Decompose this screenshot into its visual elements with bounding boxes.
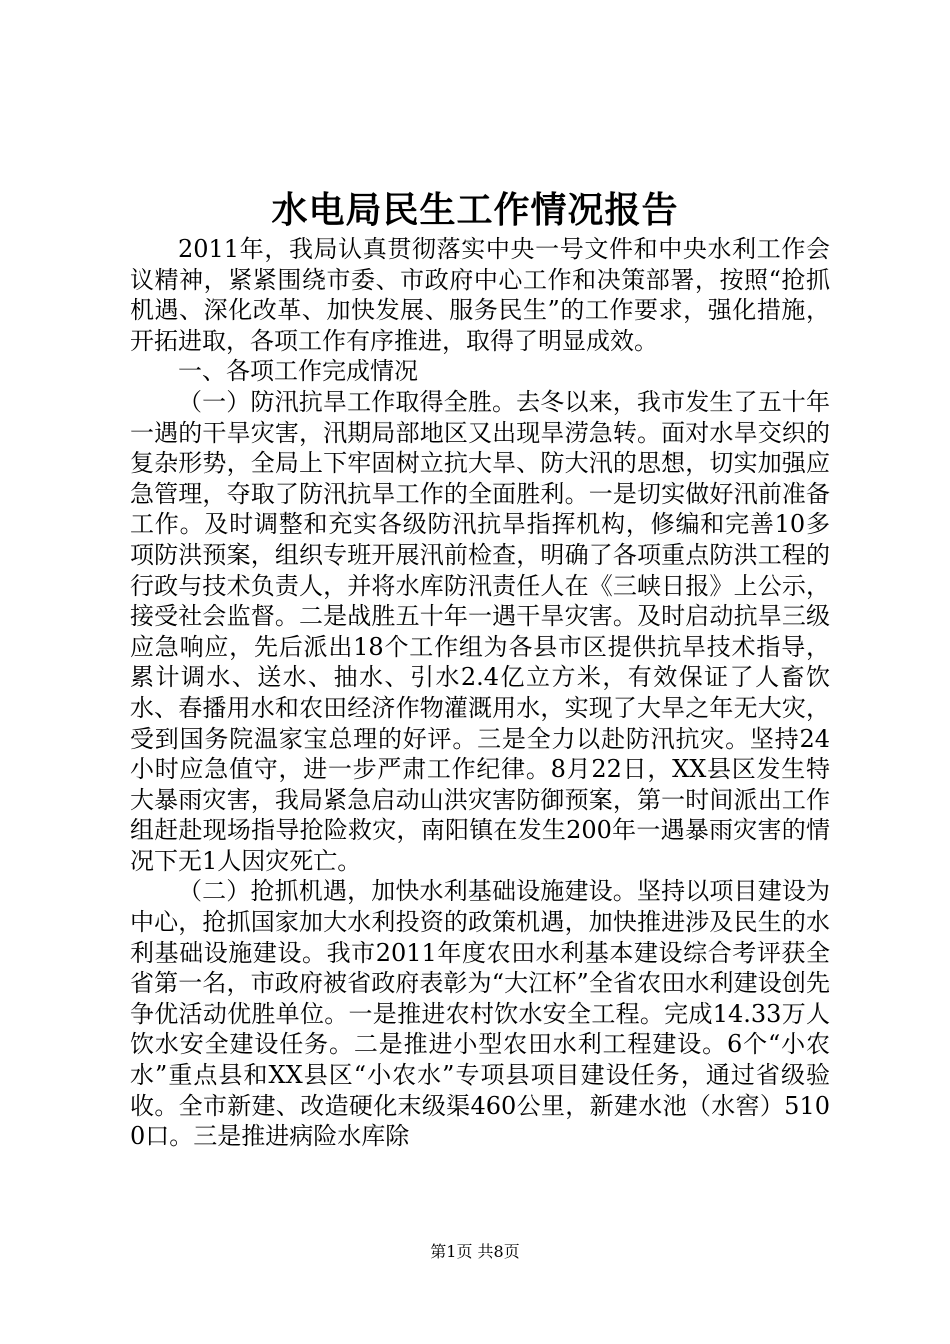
- intro-paragraph: 2011年，我局认真贯彻落实中央一号文件和中央水利工作会议精神，紧紧围绕市委、市政府中心工作和决策部署，按照“抢抓机遇、深化改革、加快发展、服务民生”的工作要求，强化措施，开拓进取，各项工作有序推进，取得了明显成效。: [130, 235, 830, 355]
- document-title: 水电局民生工作情况报告: [271, 189, 679, 231]
- section-heading: 一、各项工作完成情况: [178, 357, 418, 386]
- item-paragraph-2: （二）抢抓机遇，加快水利基础设施建设。坚持以项目建设为中心，抢抓国家加大水利投资的政策机遇，加快推进涉及民生的水利基础设施建设。我市2011年度农田水利基本建设综合考评获全省第一名，市政府被省政府表彰为“大江杯”全省农田水利建设创先争优活动优胜单位。一是推进农村饮水安全工程。完成14.33万人饮水安全建设任务。二是推进小型农田水利工程建设。6个“小农水”重点县和XX县区“小农水”专项县项目建设任务，通过省级验收。全市新建、改造硬化末级渠460公里，新建水池（水窖）5100口。三是推进病险水库除: [130, 877, 830, 1151]
- page-footer: 第1页 共8页: [430, 1242, 520, 1261]
- document-body: [130, 234, 830, 1152]
- item-paragraph-1: （一）防汛抗旱工作取得全胜。去冬以来，我市发生了五十年一遇的干旱灾害，汛期局部地区又出现旱涝急转。面对水旱交织的复杂形势，全局上下牢固树立抗大旱、防大汛的思想，切实加强应急管理，夺取了防汛抗旱工作的全面胜利。一是切实做好汛前准备工作。及时调整和充实各级防汛抗旱指挥机构，修编和完善10多项防洪预案，组织专班开展汛前检查，明确了各项重点防洪工程的行政与技术负责人，并将水库防汛责任人在《三峡日报》上公示，接受社会监督。二是战胜五十年一遇干旱灾害。及时启动抗旱三级应急响应，先后派出18个工作组为各县市区提供抗旱技术指导，累计调水、送水、抽水、引水2.4亿立方米，有效保证了人畜饮水、春播用水和农田经济作物灌溉用水，实现了大旱之年无大灾，受到国务院温家宝总理的好评。三是全力以赴防汛抗灾。坚持24小时应急值守，进一步严肃工作纪律。8月22日，XX县区发生特大暴雨灾害，我局紧急启动山洪灾害防御预案，第一时间派出工作组赶赴现场指导抢险救灾，南阳镇在发生200年一遇暴雨灾害的情况下无1人因灾死亡。: [130, 387, 830, 875]
